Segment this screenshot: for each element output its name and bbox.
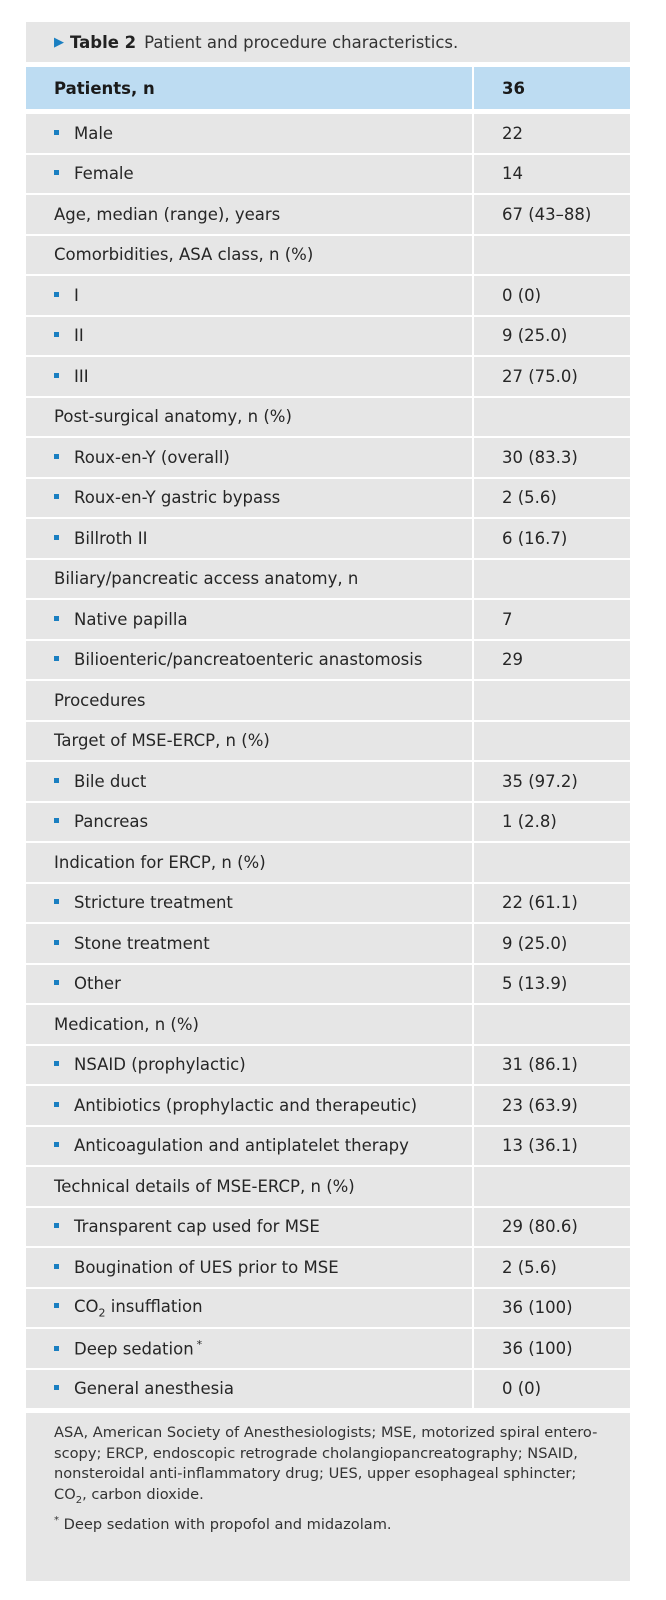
row-label-text: CO — [74, 1296, 99, 1316]
row-label — [26, 194, 473, 235]
row-label-text: Transparent cap used for MSE — [74, 1217, 320, 1237]
bullet-icon — [54, 494, 59, 499]
bullet-icon — [54, 292, 59, 297]
footnote-line: ASA, American Society of Anesthesiologists; MSE, motorized spiral entero- — [54, 1424, 598, 1441]
row-label — [26, 518, 473, 559]
row-label — [26, 1247, 473, 1288]
row-label-text: I — [74, 285, 79, 305]
row-label-text: Stone treatment — [74, 933, 210, 953]
row-label-text: Male — [74, 123, 114, 143]
row-label — [26, 397, 473, 438]
row-label-text: Target of MSE-ERCP, n (%) — [54, 731, 270, 751]
row-label-text: General anesthesia — [74, 1379, 234, 1399]
bullet-icon — [54, 616, 59, 621]
table-label: Table 2 — [70, 32, 137, 52]
row-value — [473, 397, 630, 438]
header-label: Patients, n — [26, 67, 473, 112]
row-label — [26, 883, 473, 924]
table-row — [26, 275, 630, 316]
table-container — [26, 22, 630, 1581]
table-row — [26, 761, 630, 802]
footnote-text: Deep sedation with propofol and midazolam. — [59, 1515, 392, 1533]
row-value: 29 — [473, 640, 630, 681]
row-label-footnote-mark: * — [196, 1338, 203, 1351]
row-value: 31 (86.1) — [473, 1045, 630, 1086]
row-value: 6 (16.7) — [473, 518, 630, 559]
row-label-text: Bougination of UES prior to MSE — [74, 1257, 339, 1277]
row-label-text: Comorbidities, ASA class, n (%) — [54, 245, 314, 265]
table-row — [26, 235, 630, 276]
table-row — [26, 1004, 630, 1045]
row-label — [26, 1328, 473, 1369]
table-row — [26, 1045, 630, 1086]
table-header-row — [26, 67, 630, 112]
row-label — [26, 964, 473, 1005]
row-label — [26, 1166, 473, 1207]
table-footnotes — [26, 1413, 630, 1581]
row-label — [26, 1004, 473, 1045]
bullet-icon — [54, 1142, 59, 1147]
bullet-icon — [54, 940, 59, 945]
row-label — [26, 1045, 473, 1086]
bullet-icon — [54, 980, 59, 985]
header-value: 36 — [473, 67, 630, 112]
bullet-icon — [54, 535, 59, 540]
row-value — [473, 721, 630, 762]
row-label-subscript: 2 — [98, 1305, 106, 1319]
row-value: 36 (100) — [473, 1328, 630, 1369]
row-label-text: Other — [74, 974, 121, 994]
bullet-icon — [54, 130, 59, 135]
footnote-mark: * — [54, 1514, 59, 1526]
row-value: 0 (0) — [473, 1369, 630, 1409]
bullet-icon — [54, 373, 59, 378]
bullet-icon — [54, 1303, 59, 1308]
table-row — [26, 1085, 630, 1126]
table-row — [26, 397, 630, 438]
bullet-icon — [54, 1223, 59, 1228]
row-label-text: Antibiotics (prophylactic and therapeutic) — [74, 1095, 418, 1115]
bullet-icon — [54, 332, 59, 337]
table-row — [26, 680, 630, 721]
row-label — [26, 316, 473, 357]
row-label — [26, 802, 473, 843]
row-value — [473, 235, 630, 276]
bullet-icon — [54, 899, 59, 904]
table-row — [26, 883, 630, 924]
row-label-text: Deep sedation — [74, 1339, 194, 1359]
table-row — [26, 1126, 630, 1167]
row-label-text: Bile duct — [74, 771, 147, 791]
row-value — [473, 559, 630, 600]
table-row — [26, 721, 630, 762]
row-label-text: III — [74, 366, 89, 386]
table-row — [26, 923, 630, 964]
row-label — [26, 680, 473, 721]
bullet-icon — [54, 170, 59, 175]
row-label-text: Billroth II — [74, 528, 148, 548]
row-value — [473, 680, 630, 721]
row-label — [26, 437, 473, 478]
table-row — [26, 194, 630, 235]
row-value: 14 — [473, 154, 630, 195]
row-label — [26, 842, 473, 883]
row-value: 9 (25.0) — [473, 923, 630, 964]
row-label-text: Indication for ERCP, n (%) — [54, 852, 266, 872]
row-value: 36 (100) — [473, 1288, 630, 1329]
row-label — [26, 235, 473, 276]
table-caption — [26, 22, 630, 62]
characteristics-table — [26, 67, 630, 1408]
row-label — [26, 356, 473, 397]
row-value: 29 (80.6) — [473, 1207, 630, 1248]
row-label-text: Bilioenteric/pancreatoenteric anastomosis — [74, 650, 423, 670]
table-row — [26, 1288, 630, 1329]
table-row — [26, 437, 630, 478]
footnote-co2-def: , carbon dioxide. — [82, 1485, 204, 1503]
row-label — [26, 1207, 473, 1248]
table-row — [26, 112, 630, 154]
table-row — [26, 599, 630, 640]
row-label-text: Anticoagulation and antiplatelet therapy — [74, 1136, 409, 1156]
footnote-line — [54, 1511, 602, 1535]
table-row — [26, 518, 630, 559]
table-row — [26, 640, 630, 681]
row-label-text: Female — [74, 164, 134, 184]
row-label-text: Post-surgical anatomy, n (%) — [54, 407, 292, 427]
bullet-icon — [54, 1346, 59, 1351]
table-row — [26, 559, 630, 600]
table-row — [26, 964, 630, 1005]
row-value: 27 (75.0) — [473, 356, 630, 397]
row-value: 22 — [473, 112, 630, 154]
row-label — [26, 761, 473, 802]
table-row — [26, 802, 630, 843]
table-row — [26, 316, 630, 357]
row-label-text: Pancreas — [74, 812, 149, 832]
table-row — [26, 1207, 630, 1248]
row-value: 0 (0) — [473, 275, 630, 316]
table-body — [26, 112, 630, 1409]
row-value — [473, 1004, 630, 1045]
bullet-icon — [54, 1385, 59, 1390]
row-label-text: Medication, n (%) — [54, 1014, 199, 1034]
row-label — [26, 559, 473, 600]
table-row — [26, 1328, 630, 1369]
table-row — [26, 356, 630, 397]
bullet-icon — [54, 1264, 59, 1269]
row-label — [26, 1085, 473, 1126]
bullet-icon — [54, 1102, 59, 1107]
table-row — [26, 478, 630, 519]
row-value: 5 (13.9) — [473, 964, 630, 1005]
row-label-text: II — [74, 326, 84, 346]
bullet-icon — [54, 454, 59, 459]
table-row — [26, 842, 630, 883]
row-value: 23 (63.9) — [473, 1085, 630, 1126]
row-value — [473, 1166, 630, 1207]
table-row — [26, 1369, 630, 1409]
row-value: 2 (5.6) — [473, 478, 630, 519]
row-label-text: Stricture treatment — [74, 893, 233, 913]
footnote-line: scopy; ERCP, endoscopic retrograde cholangiopancreatography; NSAID, — [54, 1444, 578, 1462]
row-label-text: NSAID (prophylactic) — [74, 1055, 246, 1075]
row-value: 67 (43–88) — [473, 194, 630, 235]
row-label — [26, 275, 473, 316]
table-caption-text: Patient and procedure characteristics. — [144, 32, 459, 52]
row-label — [26, 154, 473, 195]
row-label-text: Age, median (range), years — [54, 204, 281, 224]
row-label — [26, 721, 473, 762]
row-label-text: Technical details of MSE-ERCP, n (%) — [54, 1176, 355, 1196]
row-label — [26, 1288, 473, 1329]
bullet-icon — [54, 1061, 59, 1066]
triangle-icon: ▶ — [54, 34, 64, 50]
row-value — [473, 842, 630, 883]
row-label-text-after: insufflation — [105, 1296, 203, 1316]
row-value: 30 (83.3) — [473, 437, 630, 478]
bullet-icon — [54, 818, 59, 823]
row-value: 9 (25.0) — [473, 316, 630, 357]
row-label-text: Biliary/pancreatic access anatomy, n — [54, 569, 359, 589]
row-label-text: Roux-en-Y (overall) — [74, 447, 230, 467]
table-row — [26, 154, 630, 195]
row-label — [26, 1126, 473, 1167]
table-row — [26, 1166, 630, 1207]
row-value: 13 (36.1) — [473, 1126, 630, 1167]
footnote-co2: CO — [54, 1485, 76, 1503]
row-label-text: Roux-en-Y gastric bypass — [74, 488, 281, 508]
row-label — [26, 599, 473, 640]
row-value: 35 (97.2) — [473, 761, 630, 802]
row-label — [26, 640, 473, 681]
row-label — [26, 478, 473, 519]
row-label — [26, 923, 473, 964]
row-value: 22 (61.1) — [473, 883, 630, 924]
footnote-subscript: 2 — [75, 1494, 83, 1506]
bullet-icon — [54, 656, 59, 661]
row-label — [26, 112, 473, 154]
row-label-text: Native papilla — [74, 609, 188, 629]
bullet-icon — [54, 778, 59, 783]
row-value: 1 (2.8) — [473, 802, 630, 843]
row-label-text: Procedures — [54, 690, 146, 710]
footnote-line: nonsteroidal anti-inflammatory drug; UES, upper esophageal sphincter; — [54, 1465, 577, 1482]
row-value: 7 — [473, 599, 630, 640]
row-label — [26, 1369, 473, 1409]
row-value: 2 (5.6) — [473, 1247, 630, 1288]
footnote-line — [54, 1485, 602, 1511]
table-row — [26, 1247, 630, 1288]
